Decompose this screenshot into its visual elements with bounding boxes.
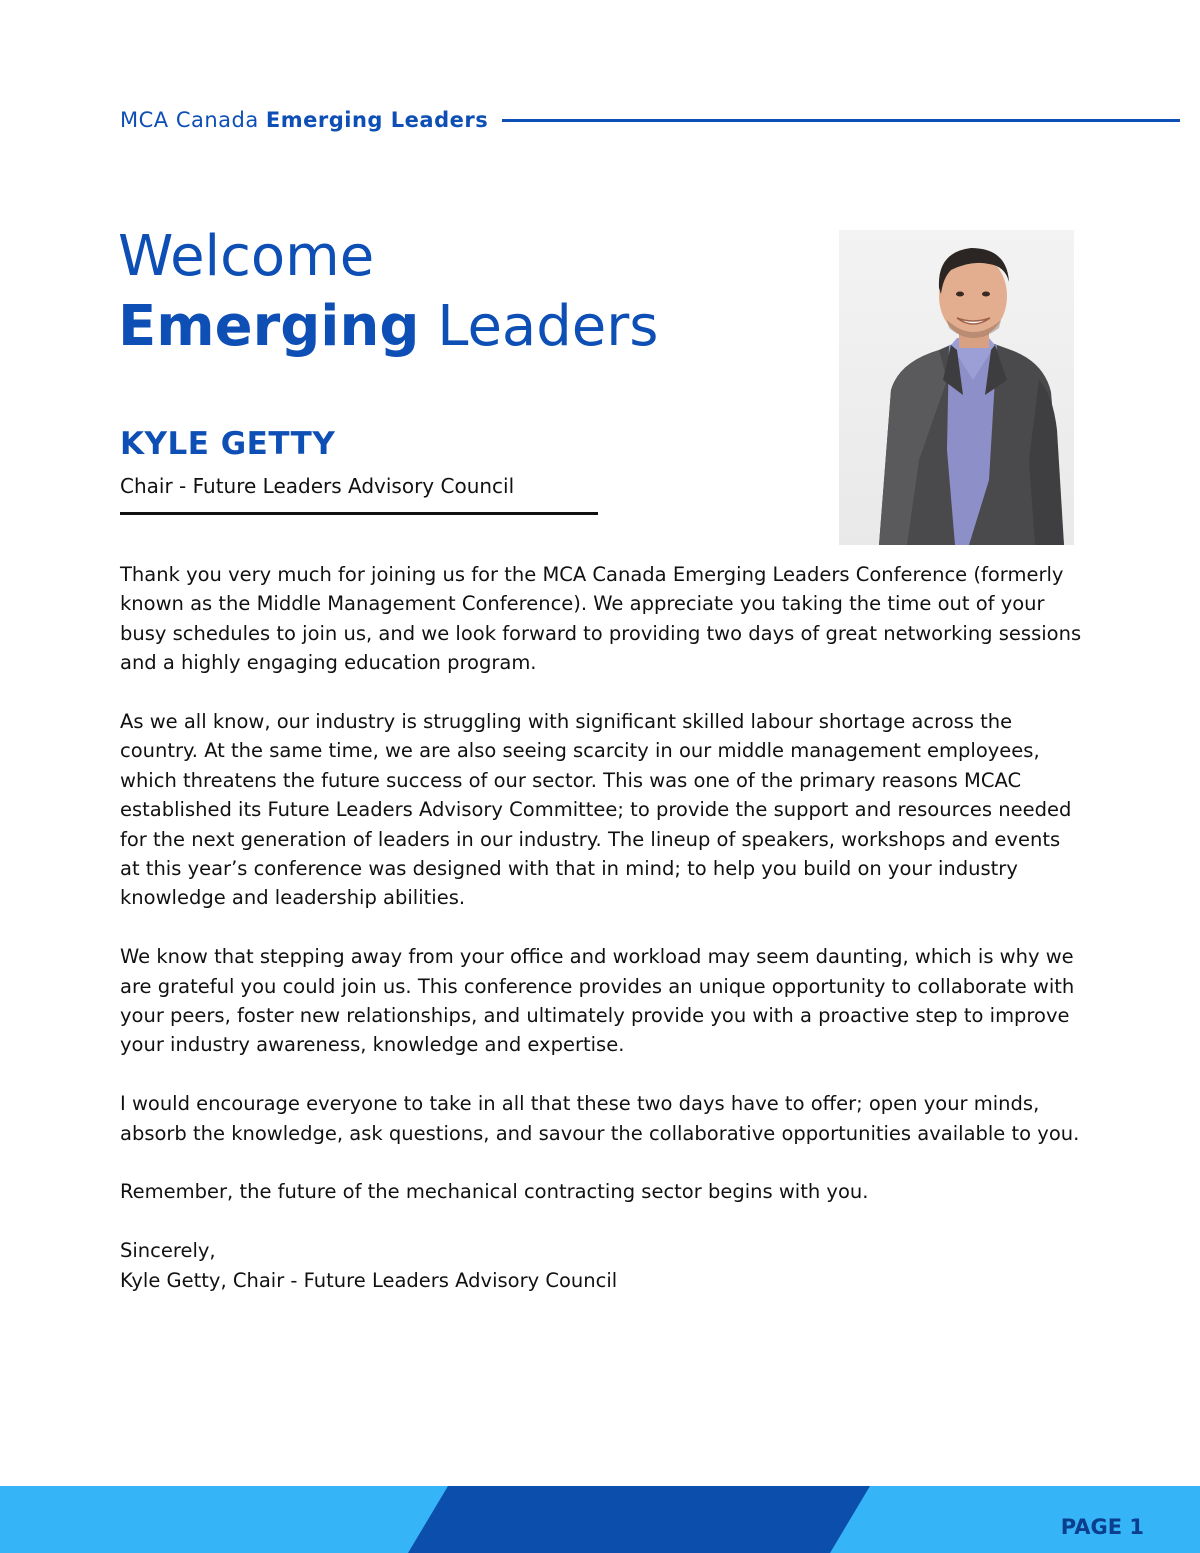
letter-paragraph: As we all know, our industry is struggling with significant skilled labour shortage across the country. At the same time, we are also seeing scarcity in our middle management employees, which threatens the future success of our sector. This was one of the primary reasons MCAC established its Future Leaders Advisory Committee; to provide the support and resources needed for the next generation of leaders in our industry. The lineup of speakers, workshops and events at this year’s conference was designed with that in mind; to help you build on your industry knowledge and leadership abilities. [120,710,1072,910]
letter-signature: Kyle Getty, Chair - Future Leaders Advisory Council [120,1268,618,1292]
author-rule [120,512,598,515]
letter-paragraph: We know that stepping away from your office and workload may seem daunting, which is why we are grateful you could join us. This conference provides an unique opportunity to collaborate with your peers, foster new relationships, and ultimately provide you with a proactive step to improve your industry awareness, knowledge and expertise. [120,945,1075,1057]
page-title [118,222,658,362]
author-role: Chair - Future Leaders Advisory Council [120,474,515,498]
author-name: KYLE GETTY [120,426,336,462]
letter-paragraph: Remember, the future of the mechanical contracting sector begins with you. [120,1180,869,1204]
letter-closing: Sincerely, [120,1239,216,1263]
letter-paragraph: Thank you very much for joining us for the MCA Canada Emerging Leaders Conference (formerly known as the Middle Management Conference). We appreciate you taking the time out of your busy schedules to join us, and we look forward to providing two days of great networking sessions and a highly engaging education program. [120,563,1082,675]
title-line-1: Welcome [118,224,375,289]
footer-band [408,1486,870,1553]
header-program: Emerging Leaders [265,108,489,132]
header-org: MCA Canada [120,108,259,132]
letter-body [120,560,1085,1295]
page-footer [0,1486,1200,1553]
page-header [120,104,1180,136]
portrait-illustration [839,230,1074,545]
header-title [120,108,488,132]
portrait-photo-icon [839,230,1074,545]
title-line-2-bold: Emerging [118,294,420,359]
letter-paragraph: I would encourage everyone to take in all that these two days have to offer; open your minds, absorb the knowledge, ask questions, and savour the collaborative opportunities available to you. [120,1092,1080,1145]
page-number: PAGE 1 [1060,1515,1144,1539]
title-line-2-rest: Leaders [419,294,659,359]
header-rule [502,119,1180,122]
